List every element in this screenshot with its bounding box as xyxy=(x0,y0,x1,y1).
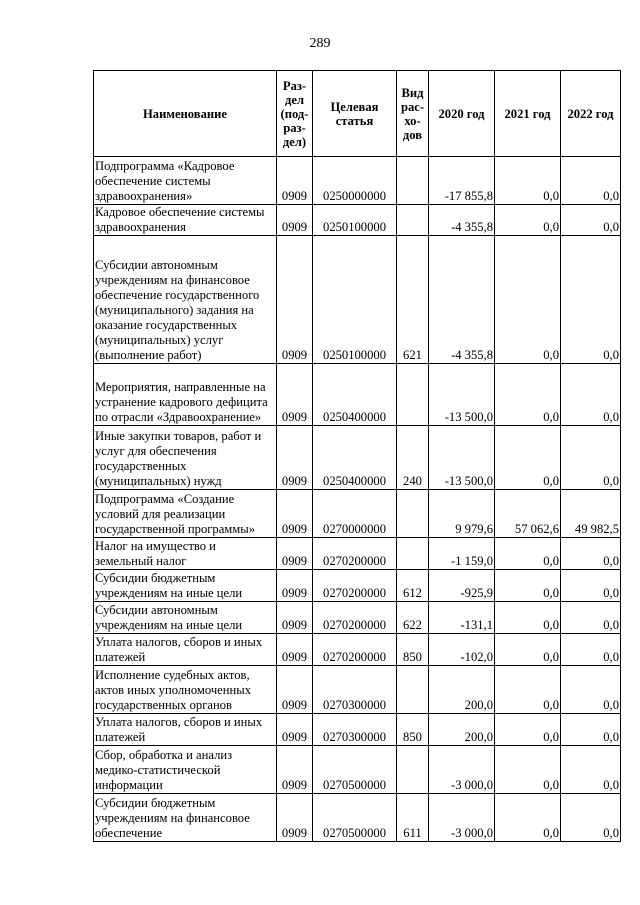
row-name: Подпрограмма «Кадровое обеспечение системы здравоохранения» xyxy=(94,157,277,205)
row-name: Субсидии бюджетным учреждениям на финансовое обеспечение xyxy=(94,794,277,842)
row-2021: 0,0 xyxy=(495,236,561,364)
table-header xyxy=(94,71,621,157)
row-section: 0909 xyxy=(277,538,313,570)
row-section: 0909 xyxy=(277,236,313,364)
row-vid xyxy=(397,746,429,794)
row-vid xyxy=(397,205,429,236)
table-row xyxy=(94,666,621,714)
row-name: Подпрограмма «Создание условий для реализации государственной программы» xyxy=(94,490,277,538)
header-section: Раз- дел (под- раз- дел) xyxy=(277,71,313,157)
row-name: Кадровое обеспечение системы здравоохранения xyxy=(94,205,277,236)
row-2021: 0,0 xyxy=(495,157,561,205)
row-name: Налог на имущество и земельный налог xyxy=(94,538,277,570)
row-target: 0270300000 xyxy=(313,666,397,714)
row-2020: -925,9 xyxy=(429,570,495,602)
table-row xyxy=(94,746,621,794)
table-row xyxy=(94,538,621,570)
table-row xyxy=(94,364,621,426)
row-vid: 612 xyxy=(397,570,429,602)
row-section: 0909 xyxy=(277,666,313,714)
row-name: Уплата налогов, сборов и иных платежей xyxy=(94,714,277,746)
row-target: 0270200000 xyxy=(313,538,397,570)
row-2021: 0,0 xyxy=(495,634,561,666)
table-row xyxy=(94,714,621,746)
row-section: 0909 xyxy=(277,157,313,205)
row-2020: 200,0 xyxy=(429,666,495,714)
row-target: 0250400000 xyxy=(313,364,397,426)
header-row xyxy=(94,71,621,157)
row-vid xyxy=(397,666,429,714)
row-target: 0250100000 xyxy=(313,236,397,364)
row-2020: -17 855,8 xyxy=(429,157,495,205)
row-vid: 622 xyxy=(397,602,429,634)
row-2021: 57 062,6 xyxy=(495,490,561,538)
row-vid xyxy=(397,364,429,426)
row-2022: 0,0 xyxy=(561,602,621,634)
header-2021: 2021 год xyxy=(495,71,561,157)
row-2020: -13 500,0 xyxy=(429,426,495,490)
row-name: Исполнение судебных актов, актов иных уполномоченных государственных органов xyxy=(94,666,277,714)
row-target: 0270500000 xyxy=(313,794,397,842)
row-2020: -3 000,0 xyxy=(429,746,495,794)
row-2022: 0,0 xyxy=(561,666,621,714)
row-section: 0909 xyxy=(277,426,313,490)
table-row xyxy=(94,602,621,634)
row-2022: 0,0 xyxy=(561,157,621,205)
row-target: 0270300000 xyxy=(313,714,397,746)
row-vid: 850 xyxy=(397,714,429,746)
row-section: 0909 xyxy=(277,746,313,794)
header-name: Наименование xyxy=(94,71,277,157)
row-target: 0250400000 xyxy=(313,426,397,490)
row-2020: -1 159,0 xyxy=(429,538,495,570)
row-target: 0270200000 xyxy=(313,602,397,634)
table-row xyxy=(94,205,621,236)
row-2020: -4 355,8 xyxy=(429,236,495,364)
row-target: 0250000000 xyxy=(313,157,397,205)
row-2020: -3 000,0 xyxy=(429,794,495,842)
table-row xyxy=(94,634,621,666)
table-body xyxy=(94,157,621,842)
header-2022: 2022 год xyxy=(561,71,621,157)
row-2022: 0,0 xyxy=(561,426,621,490)
row-target: 0270200000 xyxy=(313,634,397,666)
row-target: 0270500000 xyxy=(313,746,397,794)
row-vid: 621 xyxy=(397,236,429,364)
table-row xyxy=(94,236,621,364)
table-row xyxy=(94,426,621,490)
table-row xyxy=(94,794,621,842)
row-2021: 0,0 xyxy=(495,666,561,714)
budget-table xyxy=(93,70,621,842)
row-section: 0909 xyxy=(277,364,313,426)
row-name: Иные закупки товаров, работ и услуг для обеспечения государственных (муниципальных) нужд xyxy=(94,426,277,490)
row-2021: 0,0 xyxy=(495,746,561,794)
header-2020: 2020 год xyxy=(429,71,495,157)
row-target: 0250100000 xyxy=(313,205,397,236)
row-2022: 0,0 xyxy=(561,570,621,602)
row-target: 0270000000 xyxy=(313,490,397,538)
row-vid xyxy=(397,538,429,570)
page-number: 289 xyxy=(309,36,331,51)
row-name: Сбор, обработка и анализ медико-статистической информации xyxy=(94,746,277,794)
row-name: Субсидии автономным учреждениям на иные цели xyxy=(94,602,277,634)
row-2022: 0,0 xyxy=(561,364,621,426)
row-vid xyxy=(397,490,429,538)
row-section: 0909 xyxy=(277,714,313,746)
row-2021: 0,0 xyxy=(495,602,561,634)
row-name: Субсидии автономным учреждениям на финансовое обеспечение государственного (муниципального) задания на оказание государственных (муниципальных) услуг (выполнение работ) xyxy=(94,236,277,364)
row-name: Уплата налогов, сборов и иных платежей xyxy=(94,634,277,666)
table-row xyxy=(94,570,621,602)
header-vid: Вид рас- хо- дов xyxy=(397,71,429,157)
row-2021: 0,0 xyxy=(495,426,561,490)
row-section: 0909 xyxy=(277,205,313,236)
row-section: 0909 xyxy=(277,794,313,842)
row-vid: 850 xyxy=(397,634,429,666)
row-2021: 0,0 xyxy=(495,714,561,746)
row-section: 0909 xyxy=(277,634,313,666)
row-2020: 9 979,6 xyxy=(429,490,495,538)
row-name: Субсидии бюджетным учреждениям на иные цели xyxy=(94,570,277,602)
row-2021: 0,0 xyxy=(495,364,561,426)
row-vid: 240 xyxy=(397,426,429,490)
row-2022: 0,0 xyxy=(561,236,621,364)
row-2021: 0,0 xyxy=(495,205,561,236)
row-2022: 0,0 xyxy=(561,538,621,570)
row-2020: -4 355,8 xyxy=(429,205,495,236)
row-vid xyxy=(397,157,429,205)
row-vid: 611 xyxy=(397,794,429,842)
row-2022: 0,0 xyxy=(561,205,621,236)
row-section: 0909 xyxy=(277,602,313,634)
table-row xyxy=(94,490,621,538)
row-2021: 0,0 xyxy=(495,538,561,570)
row-name: Мероприятия, направленные на устранение кадрового дефицита по отрасли «Здравоохранение» xyxy=(94,364,277,426)
header-target: Целевая статья xyxy=(313,71,397,157)
row-2021: 0,0 xyxy=(495,794,561,842)
row-2022: 0,0 xyxy=(561,794,621,842)
table-row xyxy=(94,157,621,205)
row-2022: 0,0 xyxy=(561,746,621,794)
row-2020: -131,1 xyxy=(429,602,495,634)
row-2021: 0,0 xyxy=(495,570,561,602)
row-2020: -13 500,0 xyxy=(429,364,495,426)
row-2022: 0,0 xyxy=(561,634,621,666)
row-2020: -102,0 xyxy=(429,634,495,666)
row-2022: 0,0 xyxy=(561,714,621,746)
row-2020: 200,0 xyxy=(429,714,495,746)
row-section: 0909 xyxy=(277,490,313,538)
row-target: 0270200000 xyxy=(313,570,397,602)
row-2022: 49 982,5 xyxy=(561,490,621,538)
row-section: 0909 xyxy=(277,570,313,602)
